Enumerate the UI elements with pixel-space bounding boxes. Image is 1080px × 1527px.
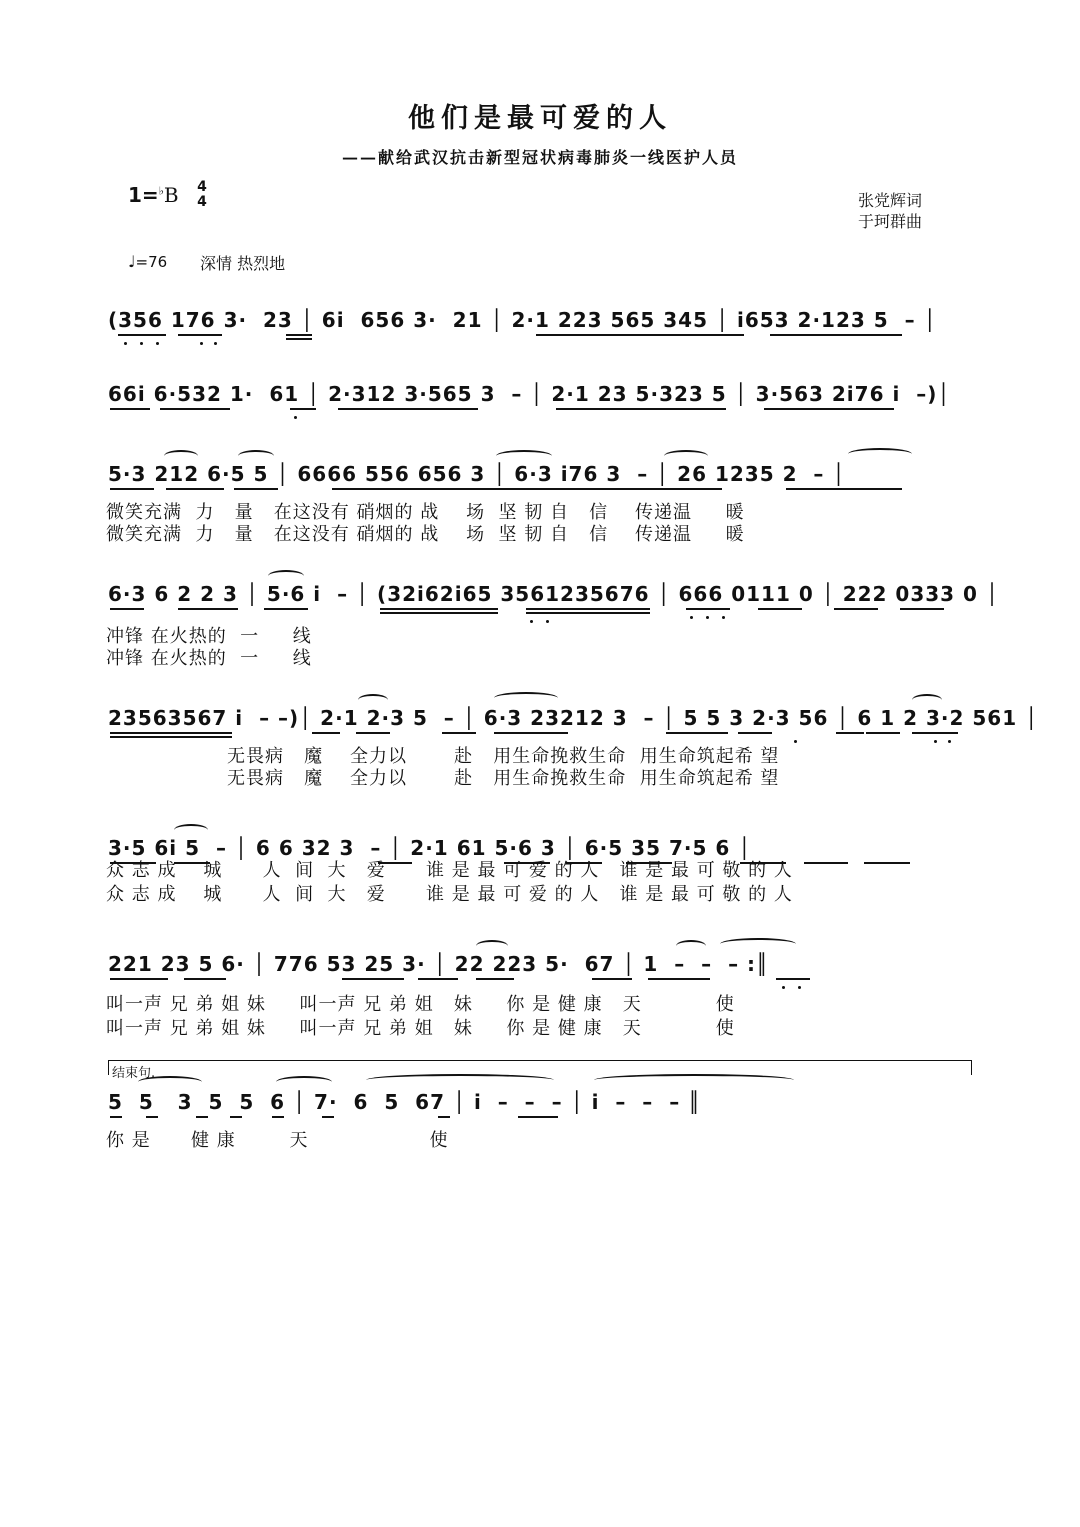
octave-dot [214, 342, 217, 345]
underline-beam [526, 608, 650, 610]
underline-beam [342, 978, 404, 980]
underline-beam [686, 608, 730, 610]
score-subtitle: ——献给武汉抗击新型冠状病毒肺炎一线医护人员 [341, 148, 738, 167]
underline-beam [442, 732, 476, 734]
underline-beam [160, 408, 230, 410]
underline-beam [110, 408, 150, 410]
underline-beam [476, 978, 514, 980]
octave-dot [706, 616, 709, 619]
slur-mark [366, 1074, 554, 1086]
lyric-line-verse-2: 众 志 成 城 人 间 大 爱 谁 是 最 可 爱 的 人 谁 是 最 可 敬 的 人 [106, 884, 793, 905]
slur-mark [358, 694, 388, 706]
underline-beam [494, 732, 568, 734]
slur-mark [268, 570, 304, 582]
underline-beam [286, 338, 312, 340]
slur-mark [664, 450, 708, 462]
underline-beam [380, 612, 498, 614]
octave-dot [124, 342, 127, 345]
underline-beam [738, 732, 772, 734]
underline-beam [526, 612, 650, 614]
staff-system-4 [0, 582, 1080, 692]
ending-label: 结束句. [112, 1066, 156, 1081]
underline-beam [110, 608, 144, 610]
octave-dot [798, 986, 801, 989]
underline-beam [356, 732, 390, 734]
underline-beam [184, 978, 226, 980]
underline-beam [900, 608, 944, 610]
slur-mark [912, 694, 942, 706]
underline-beam [804, 862, 848, 864]
octave-dot [948, 740, 951, 743]
underline-beam [758, 608, 802, 610]
octave-dot [782, 986, 785, 989]
underline-beam [418, 978, 458, 980]
lyric-line-verse-1: 叫一声 兄 弟 姐 妹 叫一声 兄 弟 姐 妹 你 是 健 康 天 使 [106, 994, 735, 1015]
slur-mark [476, 940, 508, 952]
underline-beam [110, 978, 168, 980]
tempo-value: =76 [135, 253, 168, 271]
slur-mark [494, 692, 558, 704]
lyric-line-verse-2: 冲锋 在火热的 一 线 [106, 648, 312, 669]
underline-beam [234, 488, 278, 490]
underline-beam [438, 1116, 450, 1118]
underline-beam [912, 732, 958, 734]
slur-mark [594, 1074, 794, 1086]
staff-system-8 [0, 1090, 1080, 1200]
underline-beam [770, 334, 902, 336]
underline-beam [764, 408, 894, 410]
octave-dot [140, 342, 143, 345]
tempo-marking [128, 252, 167, 271]
underline-beam [264, 608, 308, 610]
slur-mark [138, 1076, 202, 1088]
slur-mark [676, 940, 706, 952]
numbered-notation-line: 5·3 212 6·5 5 │ 6666 556 656 3 │ 6·3 i76 3 – │ 26 1235 2 – │ [108, 462, 846, 486]
quarter-note-icon: ♩ [128, 252, 136, 271]
lyric-line-verse-2: 无畏病 魔 全力以 赴 用生命挽救生命 用生命筑起希 望 [106, 768, 780, 789]
underline-beam [666, 732, 694, 734]
slur-mark [276, 1076, 332, 1088]
underline-beam [836, 732, 864, 734]
underline-beam [518, 1116, 558, 1118]
numbered-notation-line: 23563567 i – –)│ 2·1 2·3 5 – │ 6·3 23212 3 – │ 5 5 3 2·3 56 │ 6 1 2 3·2 561 │ [108, 706, 1039, 730]
underline-beam [536, 334, 744, 336]
underline-beam [694, 732, 728, 734]
octave-dot [722, 616, 725, 619]
slur-mark [496, 450, 552, 462]
underline-beam [178, 334, 222, 336]
numbered-notation-line: 6·3 6 2 2 3 │ 5·6 i – │ (32i62i65 3561235676 │ 666 0111 0 │ 222 0333 0 │ [108, 582, 999, 606]
underline-beam [338, 408, 478, 410]
underline-beam [592, 978, 632, 980]
underline-beam [166, 488, 224, 490]
lyric-line-ending: 你 是 健 康 天 使 [106, 1130, 449, 1151]
key-tonic: B [163, 183, 179, 207]
underline-beam [110, 488, 154, 490]
underline-beam [110, 732, 232, 734]
slur-mark [848, 448, 912, 460]
octave-dot [530, 620, 533, 623]
underline-beam [178, 608, 238, 610]
expression-marking: 深情 热烈地 [200, 254, 286, 273]
octave-dot [200, 342, 203, 345]
staff-system-3 [0, 462, 1080, 572]
octave-dot [294, 416, 297, 419]
octave-dot [156, 342, 159, 345]
composer-credit: 于珂群曲 [858, 212, 923, 231]
underline-beam [110, 736, 232, 738]
slur-mark [238, 450, 274, 462]
underline-beam [230, 1116, 242, 1118]
underline-beam [866, 732, 900, 734]
underline-beam [776, 978, 810, 980]
lyric-line-verse-1: 微笑充满 力 量 在这没有 硝烟的 战 场 坚 韧 自 信 传递温 暖 [106, 502, 745, 523]
underline-beam [118, 334, 166, 336]
flat-symbol: ♭ [158, 184, 164, 198]
slur-mark [720, 938, 796, 950]
staff-system-5 [0, 706, 1080, 816]
octave-dot [690, 616, 693, 619]
octave-dot [934, 740, 937, 743]
time-signature [194, 180, 210, 210]
octave-dot [794, 740, 797, 743]
octave-dot [546, 620, 549, 623]
underline-beam [272, 1116, 284, 1118]
ending-bracket [108, 1060, 972, 1075]
meter-bottom: 4 [197, 194, 207, 210]
underline-beam [196, 1116, 208, 1118]
underline-beam [380, 608, 498, 610]
lyricist-credit: 张党辉词 [858, 191, 923, 210]
slur-mark [164, 450, 198, 462]
underline-beam [834, 608, 878, 610]
numbered-notation-line: (356 176 3· 23 │ 6i 656 3· 21 │ 2·1 223 565 345 │ i653 2·123 5 – │ [108, 308, 937, 332]
underline-beam [322, 1116, 334, 1118]
underline-beam [110, 1116, 122, 1118]
staff-system-6 [0, 836, 1080, 946]
underline-beam [290, 408, 316, 410]
underline-beam [312, 732, 340, 734]
lyric-line-verse-2: 叫一声 兄 弟 姐 妹 叫一声 兄 弟 姐 妹 你 是 健 康 天 使 [106, 1018, 735, 1039]
key-prefix: 1= [128, 183, 159, 207]
meter-top: 4 [197, 179, 207, 195]
underline-beam [286, 334, 312, 336]
numbered-notation-line: 5 5 3 5 5 6 │ 7· 6 5 67 │ i – – – │ i – – – ║ [108, 1090, 702, 1114]
numbered-notation-line: 3·5 6i 5 – │ 6 6 32 3 – │ 2·1 61 5·6 3 │ 6·5 35 7·5 6 │ [108, 836, 752, 860]
lyric-line-verse-1: 众 志 成 城 人 间 大 爱 谁 是 最 可 爱 的 人 谁 是 最 可 敬 的 人 [106, 860, 793, 881]
underline-beam [556, 408, 726, 410]
score-title: 他们是最可爱的人 [408, 103, 672, 134]
underline-beam [592, 488, 722, 490]
lyric-line-verse-1: 冲锋 在火热的 一 线 [106, 626, 312, 647]
numbered-notation-line: 221 23 5 6· │ 776 53 25 3· │ 22 223 5· 67 │ 1 – – – :║ [108, 952, 770, 976]
lyric-line-verse-1: 无畏病 魔 全力以 赴 用生命挽救生命 用生命筑起希 望 [106, 746, 780, 767]
numbered-notation-line: 66i 6·532 1· 61 │ 2·312 3·565 3 – │ 2·1 23 5·323 5 │ 3·563 2i76 i –)│ [108, 382, 951, 406]
staff-system-7 [0, 952, 1080, 1062]
lyric-line-verse-2: 微笑充满 力 量 在这没有 硝烟的 战 场 坚 韧 自 信 传递温 暖 [106, 524, 745, 545]
underline-beam [146, 1116, 158, 1118]
key-signature [128, 183, 179, 207]
underline-beam [786, 488, 902, 490]
underline-beam [648, 978, 710, 980]
underline-beam [864, 862, 910, 864]
slur-mark [174, 824, 208, 836]
